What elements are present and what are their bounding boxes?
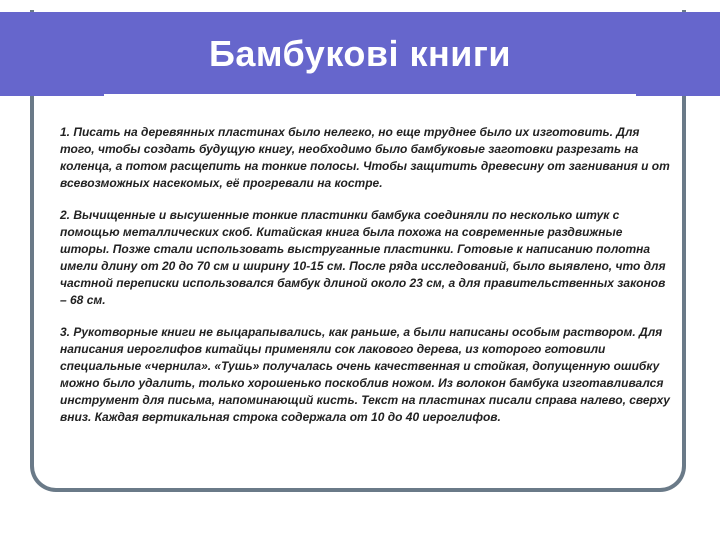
paragraph-2: 2. Вычищенные и высушенные тонкие пластинки бамбука соединяли по несколько штук с помощью металлических скоб. Китайская книга была похожа на современные раздвижные шторы. Позже стали использовать выструганные пластинки. Готовые к написанию полотна имели длину от 20 до 70 см и ширину 10-15 см. После ряда исследований, было выявлено, что для частной переписки использовался бамбук длиной около 23 см, а для правительственных законов – 68 см. xyxy=(60,208,666,307)
title-underline xyxy=(104,94,636,97)
slide-title: Бамбукові книги xyxy=(208,33,512,74)
paragraph-3: 3. Рукотворные книги не выцарапывались, как раньше, а были написаны особым раствором. Для написания иероглифов китайцы применяли сок лакового дерева, из которого готовили специальные «чернила». «Тушь» получалась очень качественная и стойкая, допущенную ошибку можно было удалить, только хорошенько поскоблив ножом. Из волокон бамбука изготавливался инструмент для письма, напоминающий кисть. Текст на пластинах писали справа налево, сверху вниз. Каждая вертикальная строка содержала от 10 до 40 иероглифов. xyxy=(60,325,670,424)
slide-body xyxy=(60,124,670,441)
paragraph-1: 1. Писать на деревянных пластинах было нелегко, но еще труднее было их изготовить. Для того, чтобы создать будущую книгу, необходимо было бамбуковые заготовки разрезать на коленца, а потом расщепить на тонкие полосы. Чтобы защитить древесину от загнивания и от всевозможных насекомых, её прогревали на костре. xyxy=(60,125,670,190)
